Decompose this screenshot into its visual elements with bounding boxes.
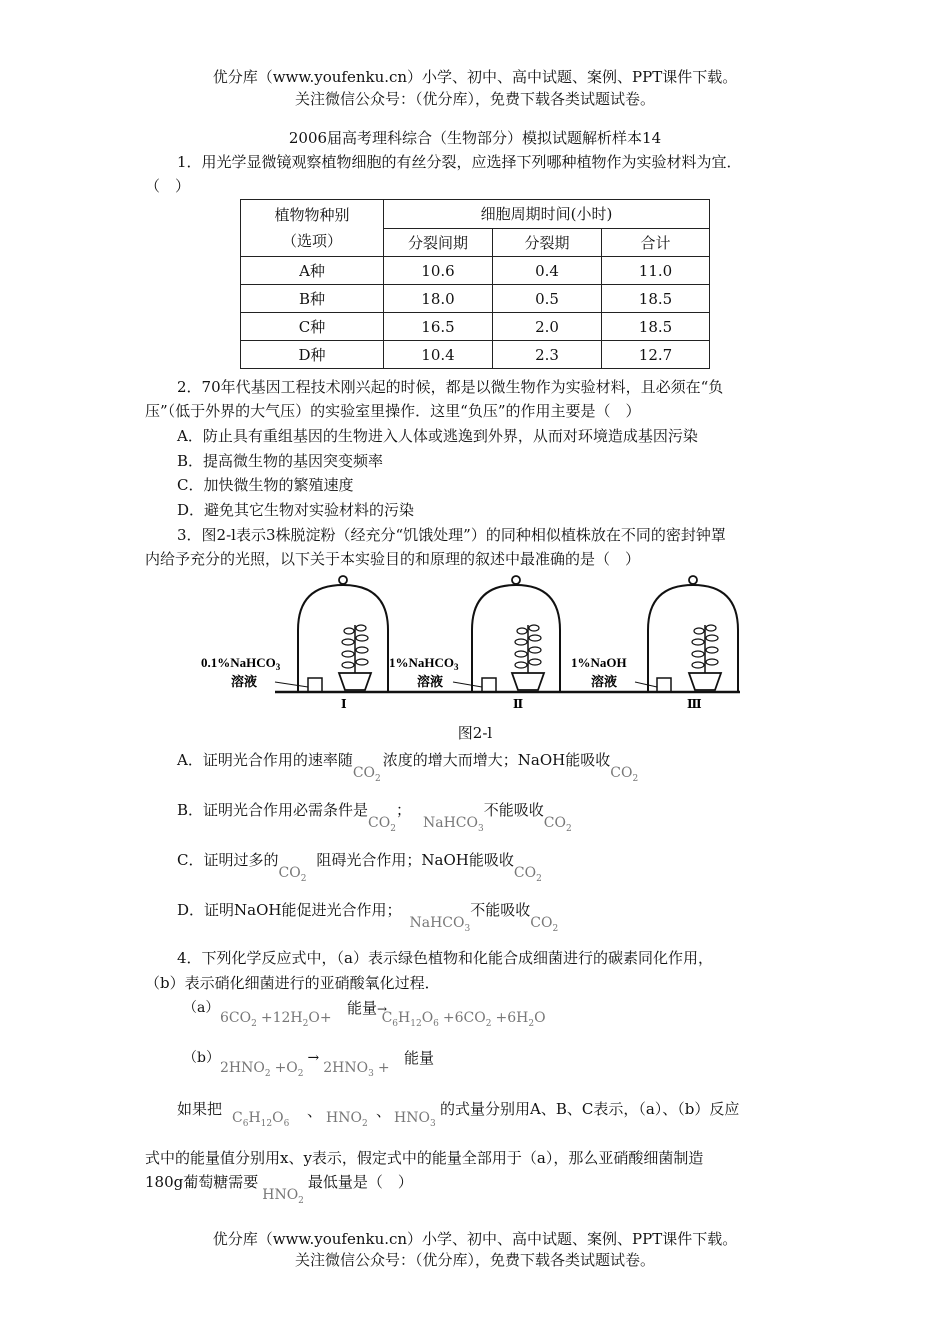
nahco3-formula: NaHCO$_3$ bbox=[409, 915, 471, 934]
plant-pot bbox=[512, 673, 544, 690]
q3-option-a bbox=[177, 749, 639, 784]
table-cell: 2.3 bbox=[493, 341, 602, 369]
q4-energy-a: 能量→ bbox=[347, 999, 388, 1017]
q3-b-text1: B．证明光合作用必需条件是 bbox=[177, 801, 369, 819]
table-group-header: 细胞周期时间(小时) bbox=[384, 200, 710, 229]
table-cell: 10.6 bbox=[384, 257, 493, 285]
q4-text2: 的式量分别用A、B、C表示，（a）、（b）反应 bbox=[440, 1100, 740, 1118]
q3-line2: 内给予充分的光照，以下关于本实验目的和原理的叙述中最准确的是（ ） bbox=[145, 550, 641, 568]
doc-title: 2006届高考理科综合（生物部分）模拟试题解析样本14 bbox=[288, 129, 662, 147]
table-cell: 0.5 bbox=[493, 285, 602, 313]
q4-line4: 180g葡萄糖需要$HNO_2$最低量是（ ） bbox=[145, 1173, 413, 1206]
table-cell: 2.0 bbox=[493, 313, 602, 341]
table-cell: C种 bbox=[241, 313, 384, 341]
figure-caption: 图2-l bbox=[457, 724, 493, 742]
q2-option-d: D．避免其它生物对实验材料的污染 bbox=[177, 501, 415, 519]
hno2-formula: $HNO_2$ bbox=[262, 1187, 304, 1206]
table-row bbox=[241, 313, 710, 341]
jar2-label-line2: 溶液 bbox=[417, 675, 444, 690]
co2-formula: $CO_2$ bbox=[368, 815, 396, 834]
solution-beaker bbox=[308, 678, 322, 692]
q4-line2: （b）表示硝化细菌进行的亚硝酸氧化过程． bbox=[145, 974, 440, 992]
header-line-2: 关注微信公众号：（优分库），免费下载各类试题试卷。 bbox=[294, 90, 655, 108]
q4-text1: 如果把 bbox=[177, 1100, 223, 1118]
table-cell: 18.5 bbox=[602, 313, 710, 341]
separator: 、 bbox=[376, 1102, 392, 1120]
q2-line2: 压”（低于外界的大气压）的实验室里操作．这里“负压”的作用主要是（ ） bbox=[145, 402, 641, 420]
q1-text: 1．用光学显微镜观察植物细胞的有丝分裂，应选择下列哪种植物作为实验材料为宜． bbox=[177, 153, 742, 171]
q1-paren: （ ） bbox=[145, 177, 191, 195]
glucose-formula: $C_6H_{12}O_6$ bbox=[232, 1110, 290, 1129]
q2-line1: 2．70年代基因工程技术刚兴起的时候，都是以微生物作为实验材料，且必须在“负 bbox=[177, 378, 724, 396]
solution-beaker bbox=[482, 678, 496, 692]
table-cell: 18.5 bbox=[602, 285, 710, 313]
q3-c-text1: C．证明过多的 bbox=[177, 851, 279, 869]
q3-d-text1: D．证明NaOH能促进光合作用； bbox=[177, 901, 402, 919]
table-cell: B种 bbox=[241, 285, 384, 313]
table-cell: 0.4 bbox=[493, 257, 602, 285]
co2-formula: $CO_2$ bbox=[352, 765, 381, 784]
q4-label-a: （a） bbox=[183, 1000, 220, 1016]
table-cell: 12.7 bbox=[602, 341, 710, 369]
col1-header-line2: （选项） bbox=[281, 232, 342, 250]
table-row bbox=[241, 285, 710, 313]
plant-pot bbox=[339, 673, 371, 690]
table-cell: A种 bbox=[241, 257, 384, 285]
table-cell: 18.0 bbox=[384, 285, 493, 313]
table-subheader: 分裂间期 bbox=[384, 228, 493, 257]
cell-cycle-table bbox=[240, 199, 710, 369]
table-subheader: 合计 bbox=[602, 228, 710, 257]
co2-formula: $CO_2$ bbox=[543, 815, 572, 834]
q2-option-c: C．加快微生物的繁殖速度 bbox=[177, 476, 354, 494]
table-cell: 16.5 bbox=[384, 313, 493, 341]
q4-label-b: （b） bbox=[183, 1050, 220, 1066]
jar2-number: Ⅱ bbox=[513, 697, 524, 711]
q3-option-c bbox=[177, 849, 542, 884]
q3-b-text2: 不能吸收 bbox=[483, 801, 544, 819]
q4-energy-b: 能量 bbox=[404, 1049, 435, 1067]
q3-option-b: B．证明光合作用必需条件是$CO_2$；NaHCO$_3$不能吸收$CO_2$ bbox=[177, 801, 572, 834]
header-line-1: 优分库（www.youfenku.cn）小学、初中、高中试题、案例、PPT课件下载。 bbox=[212, 68, 738, 86]
bell-jar-figure bbox=[195, 570, 755, 718]
q3-option-d bbox=[177, 899, 559, 934]
q3-d-text2: 不能吸收 bbox=[470, 901, 531, 919]
q2-option-b: B．提高微生物的基因突变频率 bbox=[177, 452, 384, 470]
co2-formula: $CO_2$ bbox=[530, 915, 559, 934]
plant-pot bbox=[689, 673, 721, 690]
q4-line3: 式中的能量值分别用x、y表示，假定式中的能量全部用于（a），那么亚硝酸细菌制造 bbox=[145, 1149, 704, 1167]
table-subheader: 分裂期 bbox=[493, 228, 602, 257]
table-cell: 10.4 bbox=[384, 341, 493, 369]
jar1-number: Ⅰ bbox=[341, 697, 347, 711]
co2-formula: $CO_2$ bbox=[278, 865, 307, 884]
jar3-label-line2: 溶液 bbox=[591, 675, 618, 690]
table-cell: 11.0 bbox=[602, 257, 710, 285]
table-cell: D种 bbox=[241, 341, 384, 369]
solution-beaker bbox=[657, 678, 671, 692]
q3-a-text2: 浓度的增大而增大；NaOH能吸收 bbox=[382, 751, 611, 769]
jar1-label: 0.1%NaHCO$_3$ bbox=[201, 655, 281, 672]
q4-line1: 4．下列化学反应式中，（a）表示绿色植物和化能合成细菌进行的碳素同化作用， bbox=[177, 949, 713, 967]
nahco3-formula: NaHCO$_3$ bbox=[422, 815, 484, 834]
table-col1-header bbox=[241, 200, 384, 257]
q2-option-a: A．防止具有重组基因的生物进入人体或逃逸到外界，从而对环境造成基因污染 bbox=[177, 427, 698, 445]
co2-formula: $CO_2$ bbox=[513, 865, 542, 884]
equation-a: $6CO_2 +12H_2O+ C_6H_{12}O_6 +6CO_2 +6H_2O$ bbox=[220, 1010, 546, 1029]
footer-line-2: 关注微信公众号：（优分库），免费下载各类试题试卷。 bbox=[294, 1251, 655, 1269]
equation-b: $2HNO_2 +O_2\to 2HNO_3$ + bbox=[220, 1050, 390, 1079]
q3-c-text2: 阻碍光合作用；NaOH能吸收 bbox=[316, 851, 514, 869]
jar3-number: Ⅲ bbox=[687, 697, 702, 711]
jar2-label: 1%NaHCO$_3$ bbox=[389, 655, 459, 672]
q3-a-text1: A．证明光合作用的速率随 bbox=[177, 751, 353, 769]
hno2-formula: $HNO_2$ bbox=[326, 1110, 368, 1129]
jar3-label: 1%NaOH bbox=[571, 655, 627, 670]
hno3-formula: $HNO_3$ bbox=[394, 1110, 436, 1129]
col1-header-line1: 植物物种别 bbox=[274, 206, 350, 224]
table-row bbox=[241, 257, 710, 285]
q3-line1: 3．图2-l表示3株脱淀粉（经充分“饥饿处理”）的同种相似植株放在不同的密封钟罩 bbox=[177, 526, 726, 544]
separator: 、 bbox=[307, 1102, 323, 1120]
co2-formula: $CO_2$ bbox=[610, 765, 639, 784]
footer-line-1: 优分库（www.youfenku.cn）小学、初中、高中试题、案例、PPT课件下载。 bbox=[212, 1230, 738, 1248]
jar1-label-line2: 溶液 bbox=[231, 675, 258, 690]
table-row bbox=[241, 341, 710, 369]
